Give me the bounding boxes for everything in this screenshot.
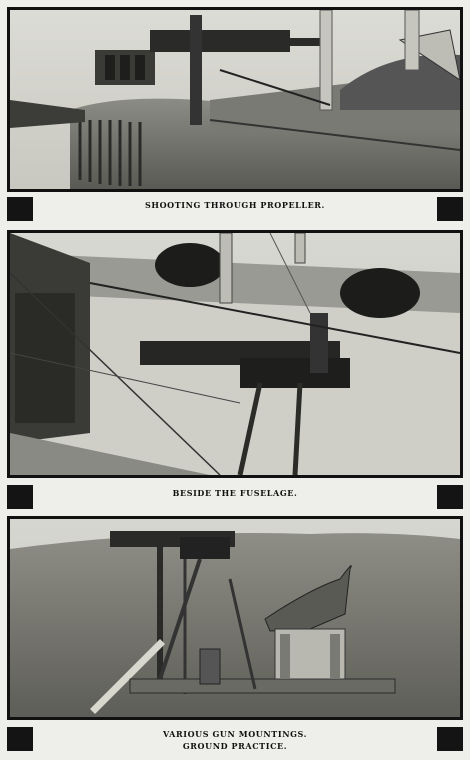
- photo-panel-1: [7, 7, 463, 192]
- caption-photo-1: SHOOTING THROUGH PROPELLER.: [145, 200, 325, 210]
- photo-various-gun-mountings: [10, 519, 460, 717]
- photo-beside-the-fuselage: [10, 233, 460, 475]
- photo-panel-2: [7, 230, 463, 478]
- caption-photo-3-line-1: VARIOUS GUN MOUNTINGS.: [162, 729, 308, 739]
- caption-photo-3-line-2: GROUND PRACTICE.: [182, 741, 288, 751]
- photo-panel-3: [7, 516, 463, 720]
- caption-photo-2: BESIDE THE FUSELAGE.: [172, 488, 298, 498]
- photo-shooting-through-propeller: [10, 10, 460, 189]
